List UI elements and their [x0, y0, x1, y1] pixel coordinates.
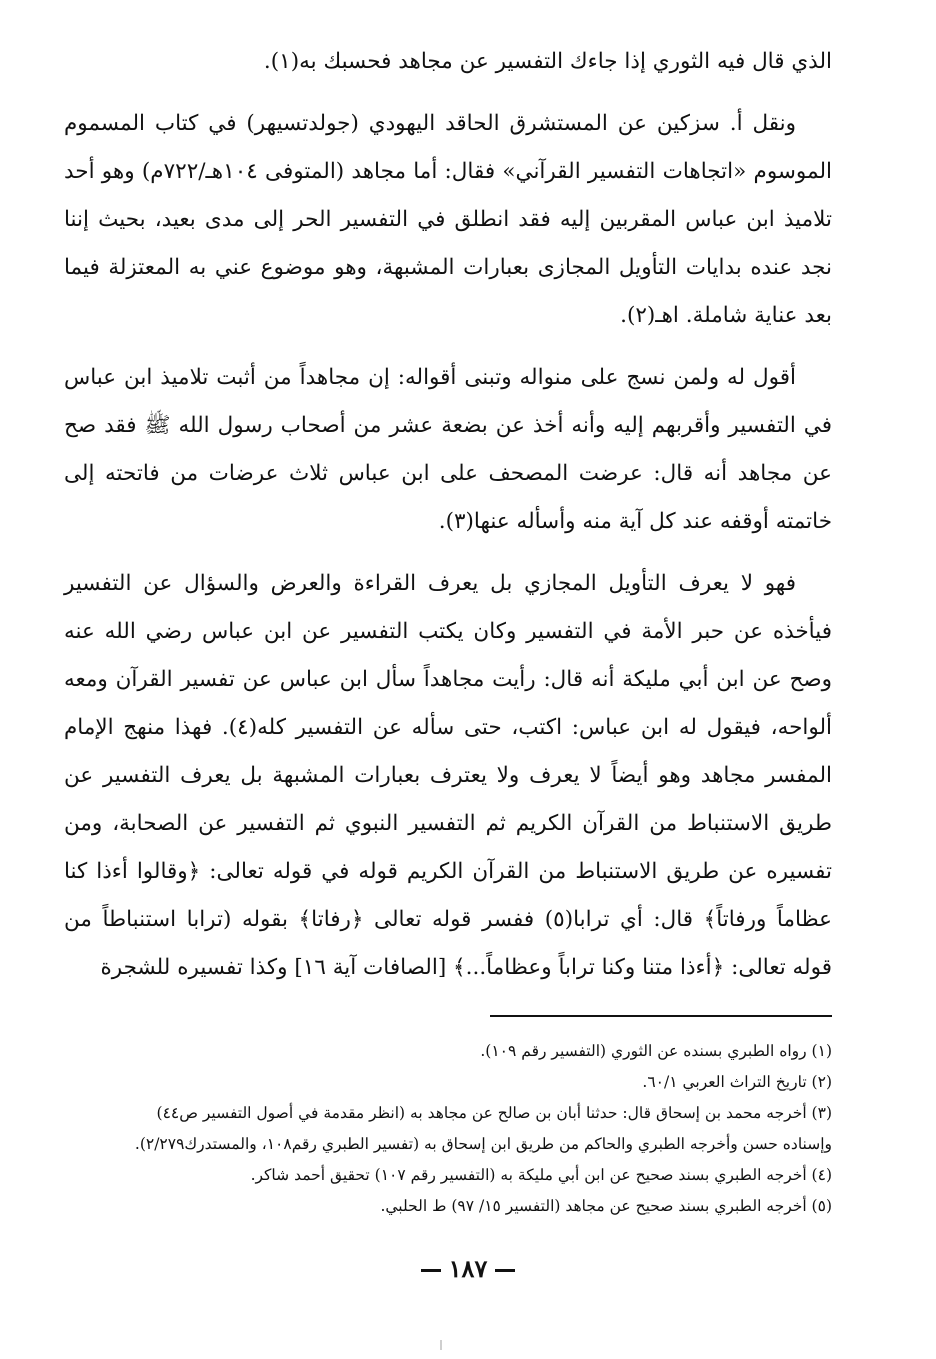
footnotes [56, 1036, 832, 1222]
paragraph-1: الذي قال فيه الثوري إذا جاءك التفسير عن مجاهد فحسبك به(١). [263, 49, 832, 74]
paragraph-3: أقول له ولمن نسج على منواله وتبنى أقواله: إن مجاهداً من أثبت تلاميذ ابن عباس في التفسير وأقربهم إليه وأنه أخذ عن بضعة عشر من أصحاب رسول الله ﷺ فقد صح عن مجاهد أنه قال: عرضت المصحف على ابن عباس ثلاث عرضات من فاتحته إلى خاتمته أوقفه عند كل آية منه وأسأله عنها(٣). [64, 365, 832, 534]
page-number-dash-left [421, 1269, 441, 1272]
scan-mark [440, 1340, 442, 1350]
page-number [0, 1254, 936, 1283]
page-number-value: ١٨٧ [448, 1254, 488, 1283]
page-number-dash-right [495, 1269, 515, 1272]
footnote-1: (١) رواه الطبري بسنده عن الثوري (التفسير رقم ١٠٩). [480, 1042, 832, 1060]
footnote-2: (٢) تاريخ التراث العربي ٦٠/١. [642, 1073, 832, 1091]
paragraph-4: فهو لا يعرف التأويل المجازي بل يعرف القراءة والعرض والسؤال عن التفسير فيأخذه عن حبر الأمة في التفسير وكان يكتب التفسير عن ابن عباس رضي الله عنه وصح عن ابن أبي مليكة أنه قال: رأيت مجاهداً سأل ابن عباس عن تفسير القرآن ومعه ألواحه، فيقول له ابن عباس: اكتب، حتى سأله عن التفسير كله(٤). فهذا منهج الإمام المفسر مجاهد وهو أيضاً لا يعرف ولا يعترف بعبارات المشبهة بل يعرف التفسير عن طريق الاستنباط من القرآن الكريم ثم التفسير النبوي ثم التفسير عن الصحابة، ومن تفسيره عن طريق الاستنباط من القرآن الكريم قوله في قوله تعالى: ﴿وقالوا أءذا كنا عظاماً ورفاتاً﴾ قال: أي ترابا(٥) ففسر قوله تعالى ﴿رفاتا﴾ بقوله (ترابا استنباطاً من قوله تعالى: ﴿أءذا متنا وكنا تراباً وعظاماً...﴾ [الصافات آية ١٦] وكذا تفسيره للشجرة [64, 571, 833, 980]
footnote-5: (٥) أخرجه الطبري بسند صحيح عن مجاهد (التفسير ١٥/ ٩٧) ط الحلبي. [380, 1197, 832, 1215]
paragraph-2: ونقل أ. سزكين عن المستشرق الحاقد اليهودي (جولدتسيهر) في كتاب المسموم الموسوم «اتجاهات التفسير القرآني» فقال: أما مجاهد (المتوفى ١٠٤هـ/٧٢٢م) وهو أحد تلاميذ ابن عباس المقربين إليه فقد انطلق في التفسير الحر إلى مدى بعيد، بحيث إننا نجد عنده بدايات التأويل المجازى بعبارات المشبهة، وهو موضوع عني به المعتزلة فيما بعد عناية شاملة. اهـ(٢). [64, 111, 832, 328]
footnote-3: (٣) أخرجه محمد بن إسحاق قال: حدثنا أبان بن صالح عن مجاهد به (انظر مقدمة في أصول التفسير ص٤٤) [156, 1104, 832, 1122]
body-text [64, 38, 832, 992]
footnote-4: (٤) أخرجه الطبري بسند صحيح عن ابن أبي مليكة به (التفسير رقم ١٠٧) تحقيق أحمد شاكر. [250, 1166, 832, 1184]
footnote-separator [490, 1015, 832, 1017]
footnote-3-continuation: وإسناده حسن وأخرجه الطبري والحاكم من طريق ابن إسحاق به (تفسير الطبري رقم١٠٨، والمستدرك٢/٢٧٩). [134, 1135, 832, 1153]
